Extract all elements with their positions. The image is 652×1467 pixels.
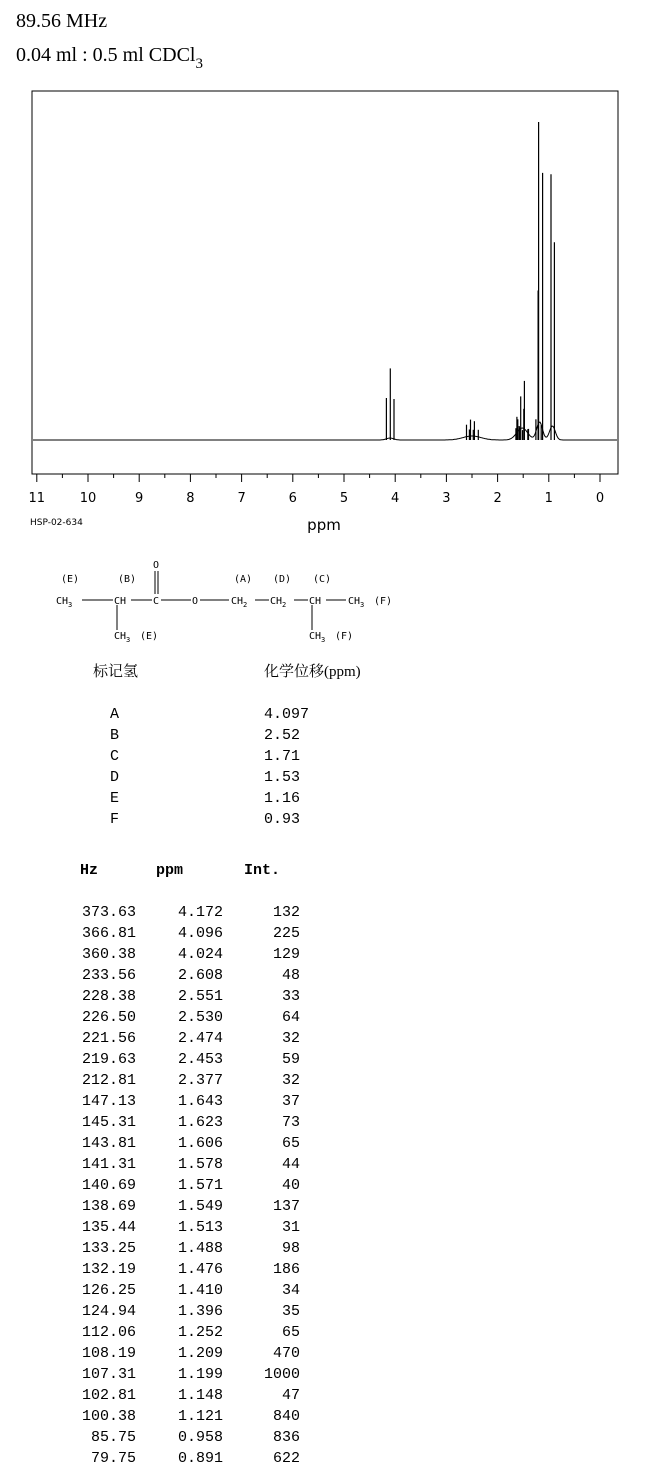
- peak-ppm-cell: 1.396: [177, 1303, 223, 1320]
- plot-frame: [32, 91, 618, 474]
- assignment-label-b: B: [110, 727, 120, 744]
- x-tick-label-3: 8: [186, 491, 195, 506]
- assignment-header-shift: 化学位移(ppm): [264, 664, 361, 680]
- nmr-spectrum-chart: [0, 0, 652, 540]
- peak-hz-cell: 135.44: [81, 1219, 136, 1236]
- atom-o-ester: O: [192, 596, 199, 607]
- peak-int-cell: 35: [281, 1303, 300, 1320]
- structure-label-f1: (F): [374, 596, 393, 607]
- peak-int-cell: 34: [281, 1282, 300, 1299]
- atom-ch2-a: [231, 596, 247, 609]
- peak-ppm-cell: 2.377: [177, 1072, 223, 1089]
- peak-int-cell: 1000: [263, 1366, 300, 1383]
- atom-ch3-f-branch: [309, 631, 325, 644]
- peak-ppm-cell: 4.096: [177, 925, 223, 942]
- peak-hz-cell: 100.38: [81, 1408, 136, 1425]
- atom-ch2-d-text: CH: [270, 596, 283, 607]
- atom-c-carbonyl: C: [153, 596, 160, 607]
- structure-label-e: (E): [61, 574, 80, 585]
- peak-int-cell: 32: [281, 1030, 300, 1047]
- solvent-text: 0.04 ml : 0.5 ml CDCl: [16, 44, 196, 66]
- structure-label-d: (D): [273, 574, 292, 585]
- peak-int-cell: 59: [281, 1051, 300, 1068]
- assignment-shift-f: 0.93: [264, 811, 301, 828]
- x-axis-tick-labels: [29, 491, 605, 506]
- peak-hz-cell: 85.75: [90, 1429, 136, 1446]
- x-tick-label-1: 10: [79, 491, 97, 506]
- peak-hz-cell: 226.50: [81, 1009, 136, 1026]
- peak-ppm-cell: 2.453: [177, 1051, 223, 1068]
- peak-header-int: Int.: [244, 862, 281, 879]
- x-tick-label-0: 11: [28, 491, 46, 506]
- x-tick-label-11: 0: [595, 491, 605, 506]
- peak-ppm-cell: 1.578: [177, 1156, 223, 1173]
- peak-int-cell: 836: [272, 1429, 300, 1446]
- peak-ppm-cell: 1.488: [177, 1240, 223, 1257]
- peak-header-ppm: ppm: [156, 862, 184, 879]
- assignment-label-c: C: [110, 748, 120, 765]
- peak-hz-cell: 102.81: [81, 1387, 136, 1404]
- peak-ppm-cell: 0.891: [177, 1450, 223, 1467]
- atom-ch3-f-sub: 3: [360, 601, 365, 609]
- spectrometer-frequency: 89.56 MHz: [16, 10, 108, 32]
- peak-ppm-cell: 1.252: [177, 1324, 223, 1341]
- peak-hz-cell: 107.31: [81, 1366, 136, 1383]
- peak-int-cell: 64: [281, 1009, 300, 1026]
- peak-int-cell: 33: [281, 988, 300, 1005]
- x-tick-label-10: 1: [544, 491, 553, 506]
- atom-ch3-e-branch-sub: 3: [126, 636, 131, 644]
- molecule-structure: [0, 555, 420, 650]
- peak-int-cell: 31: [281, 1219, 300, 1236]
- atom-ch2-a-sub: 2: [243, 601, 248, 609]
- structure-label-f2: (F): [335, 631, 354, 642]
- peak-hz-cell: 233.56: [81, 967, 136, 984]
- x-tick-label-9: 2: [493, 491, 502, 506]
- peak-ppm-cell: 1.571: [177, 1177, 223, 1194]
- assignment-shift-e: 1.16: [264, 790, 301, 807]
- peak-hz-cell: 366.81: [81, 925, 136, 942]
- atom-ch3-e-branch-text: CH: [114, 631, 127, 642]
- peak-ppm-cell: 1.643: [177, 1093, 223, 1110]
- peak-hz-cell: 212.81: [81, 1072, 136, 1089]
- assignment-header-label: 标记氢: [93, 664, 139, 680]
- peak-ppm-cell: 1.513: [177, 1219, 223, 1236]
- peak-int-cell: 186: [272, 1261, 300, 1278]
- peak-hz-cell: 360.38: [81, 946, 136, 963]
- solvent-subscript: 3: [195, 56, 203, 72]
- peak-hz-cell: 373.63: [81, 904, 136, 921]
- peak-ppm-cell: 1.148: [177, 1387, 223, 1404]
- peak-int-cell: 470: [272, 1345, 300, 1362]
- peak-int-cell: 44: [281, 1156, 300, 1173]
- peak-int-cell: 73: [281, 1114, 300, 1131]
- atom-ch3-f-branch-text: CH: [309, 631, 322, 642]
- x-tick-label-2: 9: [135, 491, 144, 506]
- peak-hz-cell: 126.25: [81, 1282, 136, 1299]
- x-axis-ticks: [37, 474, 600, 482]
- peak-int-cell: 129: [272, 946, 300, 963]
- atom-ch2-a-text: CH: [231, 596, 244, 607]
- assignment-label-a: A: [110, 706, 120, 723]
- peak-int-cell: 622: [272, 1450, 300, 1467]
- peak-int-cell: 132: [272, 904, 300, 921]
- peak-ppm-cell: 1.549: [177, 1198, 223, 1215]
- peak-int-cell: 65: [281, 1135, 300, 1152]
- peak-ppm-cell: 1.623: [177, 1114, 223, 1131]
- peak-hz-cell: 219.63: [81, 1051, 136, 1068]
- peak-int-cell: 137: [272, 1198, 300, 1215]
- atom-ch-b: CH: [114, 596, 127, 607]
- peak-ppm-cell: 4.024: [177, 946, 223, 963]
- peak-int-cell: 65: [281, 1324, 300, 1341]
- x-tick-label-7: 4: [391, 491, 400, 506]
- spectrum-code: HSP-02-634: [30, 518, 83, 528]
- assignment-shift-a: 4.097: [264, 706, 310, 723]
- peak-hz-cell: 141.31: [81, 1156, 136, 1173]
- structure-label-e-branch: (E): [140, 631, 159, 642]
- assignment-label-d: D: [110, 769, 120, 786]
- x-tick-label-5: 6: [288, 491, 297, 506]
- peak-ppm-cell: 1.476: [177, 1261, 223, 1278]
- peak-int-cell: 840: [272, 1408, 300, 1425]
- x-axis-label: ppm: [307, 516, 341, 534]
- peak-hz-cell: 143.81: [81, 1135, 136, 1152]
- assignment-shift-c: 1.71: [264, 748, 301, 765]
- atom-ch3-e-branch: [114, 631, 130, 644]
- x-tick-label-6: 5: [339, 491, 349, 506]
- peak-ppm-cell: 1.410: [177, 1282, 223, 1299]
- peak-hz-cell: 112.06: [81, 1324, 136, 1341]
- atom-ch3-f-branch-sub: 3: [321, 636, 326, 644]
- peak-int-cell: 32: [281, 1072, 300, 1089]
- x-tick-label-4: 7: [237, 491, 246, 506]
- peak-ppm-cell: 1.606: [177, 1135, 223, 1152]
- peak-hz-cell: 132.19: [81, 1261, 136, 1278]
- spectrum-peaks: [386, 122, 554, 440]
- peak-ppm-cell: 4.172: [177, 904, 223, 921]
- peak-ppm-cell: 0.958: [177, 1429, 223, 1446]
- peak-ppm-cell: 2.608: [177, 967, 223, 984]
- peak-hz-cell: 147.13: [81, 1093, 136, 1110]
- peak-ppm-cell: 1.199: [177, 1366, 223, 1383]
- atom-ch3-f-text: CH: [348, 596, 361, 607]
- atom-ch2-d: [270, 596, 286, 609]
- peak-ppm-cell: 2.551: [177, 988, 223, 1005]
- peak-hz-cell: 124.94: [81, 1303, 136, 1320]
- assignment-shift-d: 1.53: [264, 769, 301, 786]
- peak-int-cell: 98: [281, 1240, 300, 1257]
- peak-int-cell: 37: [281, 1093, 300, 1110]
- peak-int-cell: 47: [281, 1387, 300, 1404]
- peak-int-cell: 48: [281, 967, 300, 984]
- peak-hz-cell: 221.56: [81, 1030, 136, 1047]
- peak-hz-cell: 108.19: [81, 1345, 136, 1362]
- carbonyl-oxygen: O: [153, 560, 160, 571]
- structure-label-a: (A): [234, 574, 253, 585]
- peak-hz-cell: 79.75: [90, 1450, 136, 1467]
- peak-ppm-cell: 2.530: [177, 1009, 223, 1026]
- peak-header-hz: Hz: [80, 862, 99, 879]
- structure-label-c: (C): [313, 574, 332, 585]
- assignment-label-f: F: [110, 811, 120, 828]
- atom-ch3-e-text: CH: [56, 596, 69, 607]
- spectrum-baseline: [33, 422, 617, 440]
- peak-int-cell: 225: [272, 925, 300, 942]
- assignment-shift-b: 2.52: [264, 727, 301, 744]
- atom-ch-c: CH: [309, 596, 322, 607]
- peak-hz-cell: 228.38: [81, 988, 136, 1005]
- assignment-label-e: E: [110, 790, 120, 807]
- peak-hz-cell: 133.25: [81, 1240, 136, 1257]
- peak-ppm-cell: 1.121: [177, 1408, 223, 1425]
- atom-ch2-d-sub: 2: [282, 601, 287, 609]
- peak-ppm-cell: 2.474: [177, 1030, 223, 1047]
- atom-ch3-e: [56, 596, 72, 609]
- x-tick-label-8: 3: [442, 491, 451, 506]
- peak-hz-cell: 138.69: [81, 1198, 136, 1215]
- atom-ch3-e-sub: 3: [68, 601, 73, 609]
- peak-hz-cell: 140.69: [81, 1177, 136, 1194]
- atom-ch3-f: [348, 596, 364, 609]
- peak-int-cell: 40: [281, 1177, 300, 1194]
- structure-label-b: (B): [118, 574, 137, 585]
- peak-ppm-cell: 1.209: [177, 1345, 223, 1362]
- peak-hz-cell: 145.31: [81, 1114, 136, 1131]
